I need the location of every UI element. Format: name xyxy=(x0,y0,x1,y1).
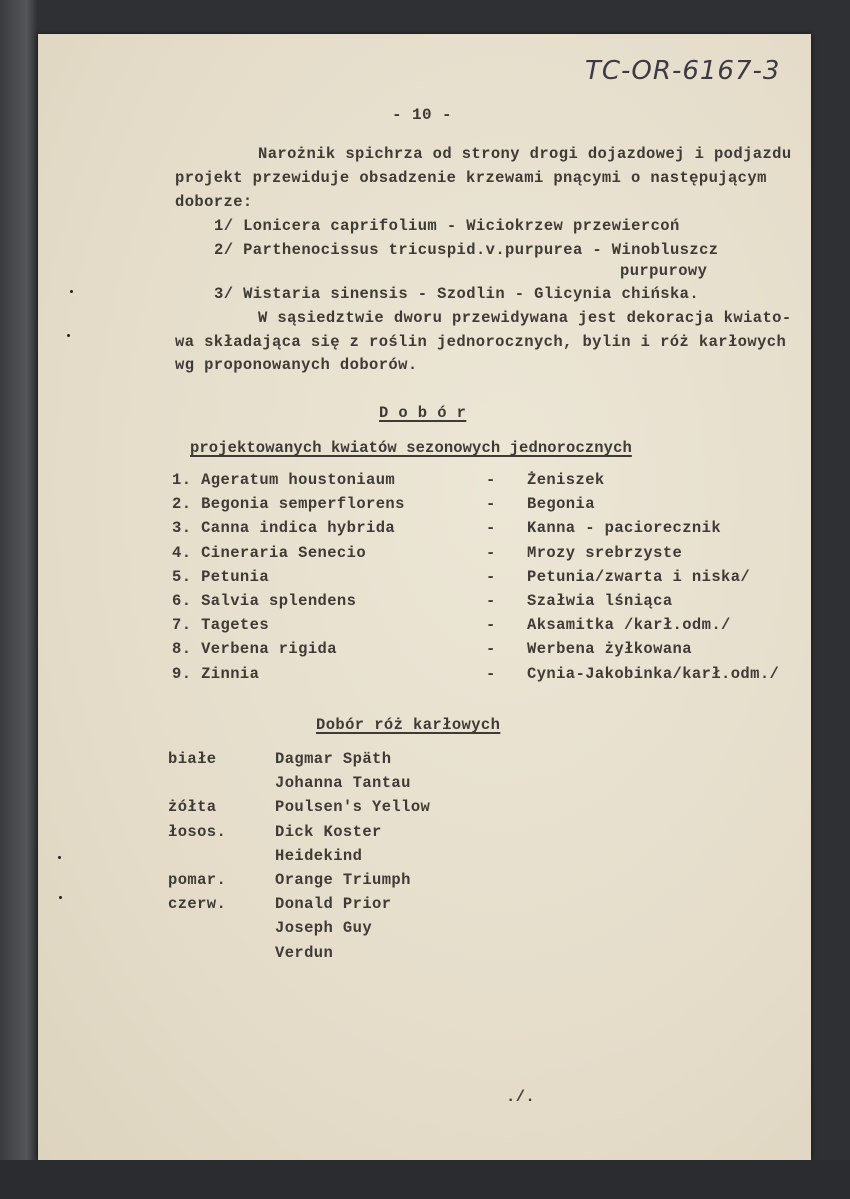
annual-polish-name: Petunia/zwarta i niska/ xyxy=(527,567,751,586)
annual-dash: - xyxy=(486,519,496,538)
rose-variety: Orange Triumph xyxy=(275,871,411,889)
annual-dash: - xyxy=(486,592,496,610)
section1-subtitle: projektowanych kwiatów sezonowych jednorocznych xyxy=(190,439,632,457)
annual-polish-name: Werbena żyłkowana xyxy=(527,640,692,659)
annual-latin-name: 3. Canna indica hybrida xyxy=(172,519,396,538)
annual-latin-name: 2. Begonia semperflorens xyxy=(172,495,405,514)
annual-dash: - xyxy=(486,471,496,489)
climber-1: 1/ Lonicera caprifolium - Wiciokrzew przewiercoń xyxy=(214,217,680,235)
rose-color: żółta xyxy=(168,798,217,817)
annual-latin-name: 5. Petunia xyxy=(172,567,270,586)
annual-polish-name: Cynia-Jakobinka/karł.odm./ xyxy=(527,664,780,683)
scanner-background xyxy=(0,1160,850,1199)
annual-polish-name: Szałwia lśniąca xyxy=(527,592,673,610)
section1-title: D o b ó r xyxy=(379,404,467,422)
annual-polish-name: Begonia xyxy=(527,495,595,514)
rose-variety: Poulsen's Yellow xyxy=(275,798,431,817)
binding-edge xyxy=(0,0,38,1199)
rose-variety: Heidekind xyxy=(275,846,363,865)
annual-polish-name: Kanna - paciorecznik xyxy=(527,519,722,538)
archive-reference-number: TC-OR-6167-3 xyxy=(585,56,781,86)
annual-polish-name: Mrozy srebrzyste xyxy=(527,543,683,562)
climber-3: 3/ Wistaria sinensis - Szodlin - Glicynia chińska. xyxy=(214,285,700,303)
para2-line-1: W sąsiedztwie dworu przewidywana jest dekoracja kwiato- xyxy=(258,309,792,327)
annual-dash: - xyxy=(486,664,496,683)
rose-color: pomar. xyxy=(168,871,227,889)
intro-line-1: Narożnik spichrza od strony drogi dojazdowej i podjazdu xyxy=(258,145,792,163)
margin-dot xyxy=(59,896,62,899)
annual-polish-name: Żeniszek xyxy=(527,471,605,489)
annual-dash: - xyxy=(486,543,496,562)
rose-color: białe xyxy=(168,750,217,768)
margin-dot xyxy=(58,856,61,859)
annual-latin-name: 9. Zinnia xyxy=(172,664,260,683)
climber-2: 2/ Parthenocissus tricuspid.v.purpurea - Winobluszcz xyxy=(214,241,719,259)
intro-line-3: doborze: xyxy=(175,193,253,211)
annual-dash: - xyxy=(486,567,496,586)
rose-variety: Joseph Guy xyxy=(275,919,373,938)
annual-dash: - xyxy=(486,640,496,659)
annual-latin-name: 6. Salvia splendens xyxy=(172,592,357,610)
annual-latin-name: 7. Tagetes xyxy=(172,616,270,635)
continuation-mark: ./. xyxy=(506,1088,536,1106)
para2-line-3: wg proponowanych doborów. xyxy=(175,356,418,374)
margin-dot xyxy=(67,334,70,337)
rose-color: łosos. xyxy=(168,822,227,841)
rose-variety: Johanna Tantau xyxy=(275,774,411,793)
annual-latin-name: 1. Ageratum houstoniaum xyxy=(172,471,396,489)
annual-dash: - xyxy=(486,616,496,635)
para2-line-2: wa składająca się z roślin jednorocznych, bylin i róż karłowych xyxy=(175,333,787,351)
annual-latin-name: 4. Cineraria Senecio xyxy=(172,543,367,562)
intro-line-2: projekt przewiduje obsadzenie krzewami pnącymi o następującym xyxy=(175,169,767,187)
rose-variety: Donald Prior xyxy=(275,895,392,914)
rose-variety: Dagmar Späth xyxy=(275,750,392,768)
annual-polish-name: Aksamitka /karł.odm./ xyxy=(527,616,731,635)
margin-dot xyxy=(70,290,73,293)
rose-variety: Dick Koster xyxy=(275,822,382,841)
annual-dash: - xyxy=(486,495,496,514)
rose-color: czerw. xyxy=(168,895,227,914)
rose-variety: Verdun xyxy=(275,943,334,962)
page-number: - 10 - xyxy=(392,106,453,124)
annual-latin-name: 8. Verbena rigida xyxy=(172,640,337,659)
section2-title: Dobór róż karłowych xyxy=(316,716,501,734)
document-page xyxy=(38,34,811,1160)
climber-2-continuation: purpurowy xyxy=(620,262,708,280)
